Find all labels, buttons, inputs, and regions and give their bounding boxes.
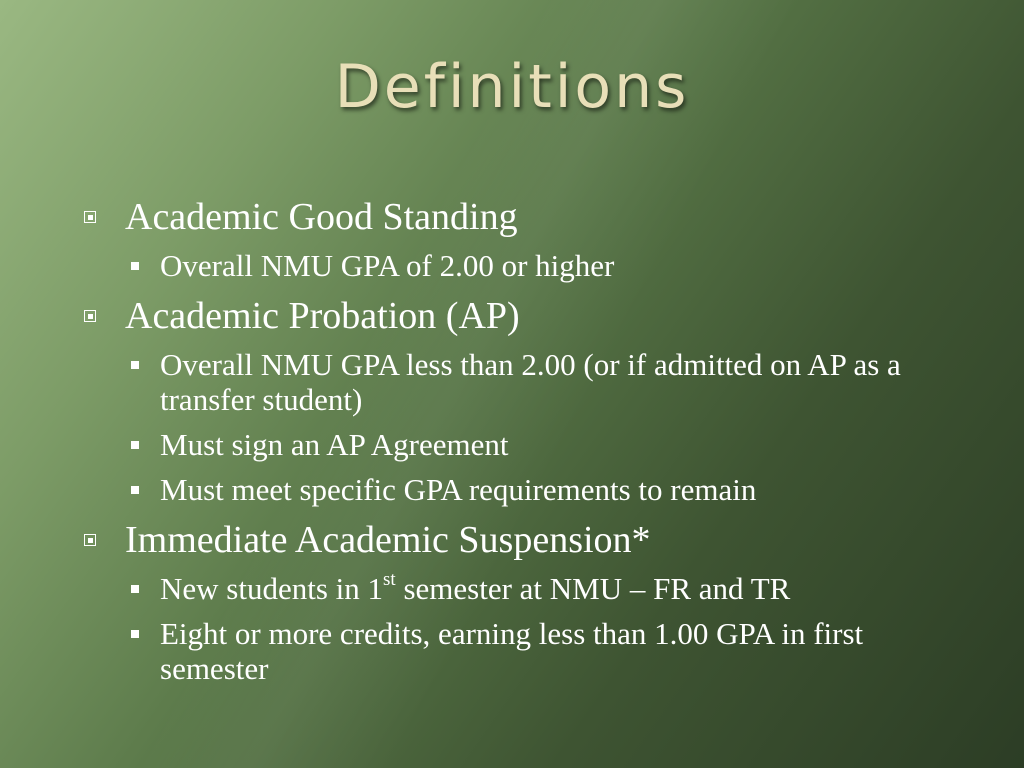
sub-bullet [0,427,1024,462]
bullet-text: Immediate Academic Suspension* [125,519,651,561]
sub-bullet [0,568,1024,606]
sub-bullet [0,472,1024,507]
bullet-text: Academic Good Standing [125,196,518,238]
square-bullet-icon [84,310,96,322]
sub-bullet-text: Must sign an AP Agreement [160,427,509,462]
bullet-text: Academic Probation (AP) [125,295,520,337]
bullet-list [0,196,1024,696]
sub-bullet-text-post: semester at NMU – FR and TR [395,571,791,606]
square-sub-bullet-icon [131,486,139,494]
square-sub-bullet-icon [131,262,139,270]
bullet-immediate-academic-suspension [0,519,1024,561]
square-sub-bullet-icon [131,441,139,449]
sub-bullet [0,248,1024,283]
sub-bullet-text: Overall NMU GPA less than 2.00 (or if admitted on AP as a transfer student) [160,347,901,417]
sub-bullet-text-pre: New students in 1 [160,571,384,606]
sub-bullet [0,616,1024,686]
sub-bullet-text: Overall NMU GPA of 2.00 or higher [160,248,615,283]
square-bullet-icon [84,211,96,223]
sub-bullet-text: Must meet specific GPA requirements to remain [160,472,757,507]
square-bullet-icon [84,534,96,546]
bullet-academic-good-standing [0,196,1024,238]
slide-title: Definitions [334,52,690,122]
bullet-academic-probation [0,295,1024,337]
square-sub-bullet-icon [131,630,139,638]
sub-bullet-text: Eight or more credits, earning less than 1.00 GPA in first semester [160,616,864,686]
square-sub-bullet-icon [131,585,139,593]
superscript-ordinal: st [383,568,396,590]
square-sub-bullet-icon [131,361,139,369]
sub-bullet [0,347,1024,417]
